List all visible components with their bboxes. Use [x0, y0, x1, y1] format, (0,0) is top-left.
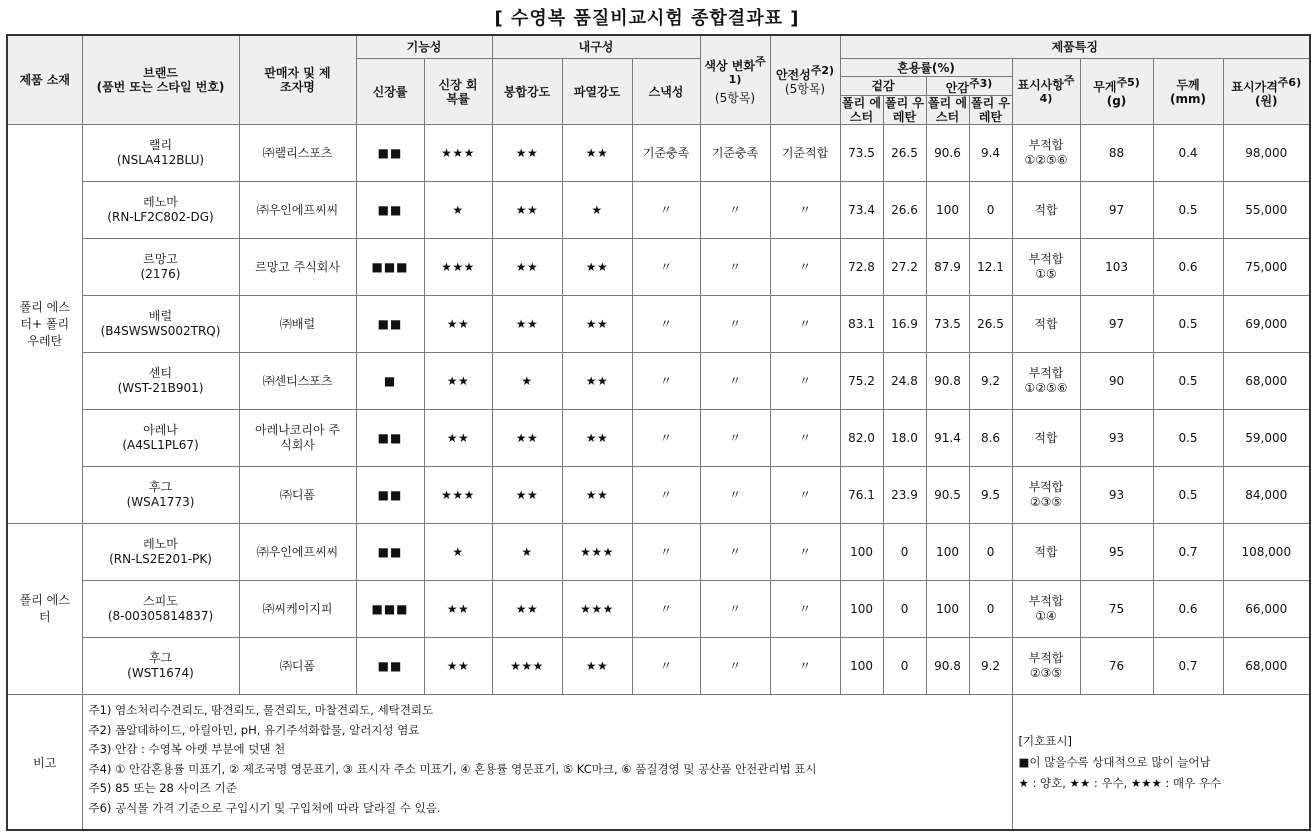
cell-color: 〃: [700, 467, 770, 524]
remark-note: 주2) 폼알데하이드, 아릴아민, pH, 유기주석화합물, 알러지성 염료: [88, 722, 420, 737]
header-thickness: 두께 (mm): [1153, 59, 1223, 125]
header-stretch: 신장률: [356, 59, 424, 125]
cell-o-pu: 0: [883, 581, 926, 638]
header-outer: 겉감: [840, 77, 926, 96]
cell-l-pu: 0: [969, 524, 1012, 581]
cell-label: [1012, 524, 1080, 581]
cell-stretch: ■■: [356, 296, 424, 353]
cell-l-pu: 9.2: [969, 353, 1012, 410]
cell-stretch: ■■: [356, 524, 424, 581]
brand-code: (RN-LF2C802-DG): [107, 210, 214, 224]
cell-weight: 76: [1080, 638, 1153, 695]
label-result: 적합: [1034, 202, 1058, 217]
remark-note: 주4) ① 안감혼용률 미표기, ② 제조국명 영문표기, ③ 표시자 주소 미표기, ④ 혼용률 영문표기, ⑤ KC마크, ⑥ 품질경영 및 공산품 안전관리법 표시: [88, 761, 817, 776]
cell-l-pu: 9.5: [969, 467, 1012, 524]
cell-color: 〃: [700, 353, 770, 410]
cell-burst: ★★: [562, 638, 632, 695]
cell-l-pe: 90.5: [926, 467, 969, 524]
header-outer-polyester: 폴리 에스터: [840, 96, 883, 125]
cell-safety: 〃: [770, 353, 840, 410]
header-label: 표시사항$^{주4)}$: [1012, 59, 1080, 125]
cell-recovery: ★★: [424, 353, 492, 410]
cell-price: 59,000: [1223, 410, 1310, 467]
brand-name: 레노마: [143, 195, 178, 209]
cell-l-pu: 9.2: [969, 638, 1012, 695]
cell-seam: ★★: [492, 125, 562, 182]
cell-color: 〃: [700, 182, 770, 239]
label-issues: ①⑤: [1035, 267, 1057, 281]
label-issues: ①②⑤⑥: [1024, 381, 1068, 395]
cell-thick: 0.7: [1153, 638, 1223, 695]
cell-recovery: ★: [424, 182, 492, 239]
header-lining-polyurethane: 폴리 우레탄: [969, 96, 1012, 125]
cell-seam: ★★: [492, 239, 562, 296]
cell-snag: 〃: [632, 182, 700, 239]
cell-seam: ★★: [492, 467, 562, 524]
cell-l-pu: 12.1: [969, 239, 1012, 296]
cell-seam: ★: [492, 353, 562, 410]
cell-recovery: ★★: [424, 296, 492, 353]
results-table: [6, 34, 1311, 831]
cell-l-pe: 87.9: [926, 239, 969, 296]
label-issues: ②③⑤: [1029, 495, 1063, 509]
cell-brand: [82, 467, 239, 524]
cell-o-pu: 18.0: [883, 410, 926, 467]
cell-color: 기준충족: [700, 125, 770, 182]
cell-safety: 〃: [770, 581, 840, 638]
cell-stretch: ■: [356, 353, 424, 410]
cell-o-pe: 82.0: [840, 410, 883, 467]
cell-recovery: ★: [424, 524, 492, 581]
brand-code: (NSLA412BLU): [116, 153, 205, 167]
cell-l-pu: 8.6: [969, 410, 1012, 467]
cell-seller: ㈜랠리스포츠: [239, 125, 356, 182]
label-issues: ②③⑤: [1029, 666, 1063, 680]
cell-o-pu: 27.2: [883, 239, 926, 296]
cell-o-pu: 0: [883, 638, 926, 695]
brand-code: (8-00305814837): [107, 609, 214, 623]
cell-price: 75,000: [1223, 239, 1310, 296]
cell-burst: ★★: [562, 467, 632, 524]
cell-stretch: ■■: [356, 638, 424, 695]
cell-l-pu: 26.5: [969, 296, 1012, 353]
brand-name: 배럴: [148, 309, 173, 323]
cell-color: 〃: [700, 296, 770, 353]
cell-price: 55,000: [1223, 182, 1310, 239]
cell-label: [1012, 125, 1080, 182]
cell-seller: ㈜디폼: [239, 638, 356, 695]
header-brand: 브랜드 (품번 또는 스타일 번호): [82, 35, 239, 125]
cell-safety: 〃: [770, 524, 840, 581]
cell-brand: [82, 524, 239, 581]
cell-brand: [82, 125, 239, 182]
cell-recovery: ★★★: [424, 239, 492, 296]
cell-stretch: ■■■: [356, 581, 424, 638]
cell-weight: 75: [1080, 581, 1153, 638]
remark-note: 주1) 염소처리수견뢰도, 땀견뢰도, 물견뢰도, 마찰견뢰도, 세탁견뢰도: [88, 703, 434, 717]
brand-name: 레노마: [143, 537, 178, 551]
cell-price: 98,000: [1223, 125, 1310, 182]
cell-seam: ★★★: [492, 638, 562, 695]
cell-o-pe: 73.5: [840, 125, 883, 182]
remarks-notes: [82, 695, 1012, 831]
cell-safety: 〃: [770, 638, 840, 695]
label-result: 부적합: [1028, 138, 1064, 152]
cell-seam: ★★: [492, 296, 562, 353]
cell-l-pe: 73.5: [926, 296, 969, 353]
cell-recovery: ★★★: [424, 125, 492, 182]
legend-stars: ★ : 양호, ★★ : 우수, ★★★ : 매우 우수: [1018, 775, 1222, 790]
material-group-cell: 폴리 에스터: [7, 524, 82, 695]
cell-label: [1012, 296, 1080, 353]
cell-burst: ★: [562, 182, 632, 239]
cell-l-pu: 0: [969, 581, 1012, 638]
cell-thick: 0.4: [1153, 125, 1223, 182]
cell-l-pe: 91.4: [926, 410, 969, 467]
header-lining: 안감$^{주3)}$: [926, 77, 1012, 96]
label-result: 부적합: [1028, 594, 1064, 608]
cell-seller: ㈜씨케이지피: [239, 581, 356, 638]
cell-seller: ㈜우인에프씨씨: [239, 524, 356, 581]
table-row: [7, 125, 1310, 182]
brand-name: 랠리: [148, 138, 173, 152]
label-issues: ①④: [1035, 609, 1057, 623]
table-row: [7, 410, 1310, 467]
cell-thick: 0.7: [1153, 524, 1223, 581]
cell-seam: ★★: [492, 581, 562, 638]
cell-seller: 아레나코리아 주식회사: [239, 410, 356, 467]
remark-note: 주6) 공식몰 가격 기준으로 구입시기 및 구입처에 따라 달라질 수 있음.: [88, 800, 441, 815]
legend-box: [1012, 695, 1310, 831]
header-features: 제품특징: [840, 35, 1310, 59]
cell-snag: 〃: [632, 467, 700, 524]
table-body: [7, 125, 1310, 831]
cell-o-pu: 0: [883, 524, 926, 581]
cell-o-pu: 16.9: [883, 296, 926, 353]
cell-snag: 〃: [632, 410, 700, 467]
cell-label: [1012, 410, 1080, 467]
cell-stretch: ■■: [356, 125, 424, 182]
cell-burst: ★★★: [562, 524, 632, 581]
brand-name: 아레나: [143, 423, 178, 437]
cell-burst: ★★: [562, 353, 632, 410]
cell-color: 〃: [700, 410, 770, 467]
table-row: [7, 239, 1310, 296]
brand-code: (WST-21B901): [117, 381, 204, 395]
cell-snag: 〃: [632, 581, 700, 638]
page-title: [ 수영복 품질비교시험 종합결과표 ]: [494, 8, 800, 29]
cell-safety: 〃: [770, 296, 840, 353]
cell-price: 69,000: [1223, 296, 1310, 353]
cell-o-pe: 100: [840, 581, 883, 638]
material-group-cell: 폴리 에스터+ 폴리 우레탄: [7, 125, 82, 524]
cell-weight: 97: [1080, 296, 1153, 353]
brand-code: (A4SL1PL67): [122, 438, 199, 452]
cell-brand: [82, 638, 239, 695]
remark-note: 주3) 안감 : 수영복 아랫 부분에 덧댄 천: [88, 742, 286, 756]
cell-safety: 기준적합: [770, 125, 840, 182]
header-seam: 봉합강도: [492, 59, 562, 125]
cell-burst: ★★: [562, 125, 632, 182]
cell-l-pe: 90.6: [926, 125, 969, 182]
cell-price: 108,000: [1223, 524, 1310, 581]
cell-snag: 〃: [632, 524, 700, 581]
cell-brand: [82, 410, 239, 467]
cell-label: [1012, 467, 1080, 524]
header-blend: 혼용률(%): [840, 59, 1012, 77]
cell-weight: 97: [1080, 182, 1153, 239]
cell-thick: 0.6: [1153, 239, 1223, 296]
cell-color: 〃: [700, 239, 770, 296]
cell-o-pe: 100: [840, 638, 883, 695]
brand-name: 후그: [148, 651, 173, 665]
brand-code: (2176): [140, 267, 181, 281]
cell-o-pu: 24.8: [883, 353, 926, 410]
label-issues: ①②⑤⑥: [1024, 153, 1068, 167]
cell-l-pe: 100: [926, 581, 969, 638]
cell-snag: 〃: [632, 638, 700, 695]
cell-label: [1012, 638, 1080, 695]
cell-burst: ★★: [562, 239, 632, 296]
legend-square: ■이 많을수록 상대적으로 많이 늘어남: [1018, 754, 1211, 769]
cell-price: 68,000: [1223, 353, 1310, 410]
cell-l-pe: 90.8: [926, 353, 969, 410]
brand-name: 스피도: [143, 594, 178, 608]
header-snag: 스낵성: [632, 59, 700, 125]
label-result: 적합: [1034, 544, 1058, 559]
header-seller: 판매자 및 제조자명: [239, 35, 356, 125]
cell-snag: 〃: [632, 353, 700, 410]
legend-title: [기호표시]: [1018, 733, 1072, 748]
cell-o-pu: 23.9: [883, 467, 926, 524]
cell-label: [1012, 182, 1080, 239]
label-result: 적합: [1034, 316, 1058, 331]
label-result: 부적합: [1028, 651, 1064, 665]
cell-price: 66,000: [1223, 581, 1310, 638]
remarks-row: [7, 695, 1310, 831]
header-color-change: 색상 변화$^{주1)}$ (5항목): [700, 35, 770, 125]
cell-o-pu: 26.5: [883, 125, 926, 182]
cell-stretch: ■■: [356, 410, 424, 467]
cell-o-pe: 73.4: [840, 182, 883, 239]
cell-color: 〃: [700, 524, 770, 581]
table-row: [7, 581, 1310, 638]
table-row: [7, 182, 1310, 239]
cell-snag: 〃: [632, 239, 700, 296]
brand-name: 센티: [148, 366, 173, 380]
cell-o-pe: 75.2: [840, 353, 883, 410]
cell-o-pu: 26.6: [883, 182, 926, 239]
brand-code: (RN-LS2E201-PK): [109, 552, 212, 566]
cell-o-pe: 100: [840, 524, 883, 581]
header-lining-polyester: 폴리 에스터: [926, 96, 969, 125]
cell-safety: 〃: [770, 410, 840, 467]
cell-stretch: ■■■: [356, 239, 424, 296]
cell-safety: 〃: [770, 239, 840, 296]
cell-o-pe: 83.1: [840, 296, 883, 353]
cell-thick: 0.5: [1153, 410, 1223, 467]
table-row: [7, 638, 1310, 695]
header-weight: 무게$^{주5)}$ (g): [1080, 59, 1153, 125]
cell-brand: [82, 239, 239, 296]
cell-snag: 기준충족: [632, 125, 700, 182]
cell-stretch: ■■: [356, 467, 424, 524]
cell-burst: ★★: [562, 296, 632, 353]
cell-burst: ★★: [562, 410, 632, 467]
cell-price: 68,000: [1223, 638, 1310, 695]
brand-name: 르망고: [143, 252, 178, 266]
cell-recovery: ★★: [424, 410, 492, 467]
cell-thick: 0.5: [1153, 296, 1223, 353]
cell-color: 〃: [700, 581, 770, 638]
cell-o-pe: 76.1: [840, 467, 883, 524]
cell-recovery: ★★: [424, 581, 492, 638]
cell-weight: 93: [1080, 467, 1153, 524]
header-material: 제품 소재: [7, 35, 82, 125]
cell-seam: ★: [492, 524, 562, 581]
cell-recovery: ★★: [424, 638, 492, 695]
label-result: 부적합: [1028, 480, 1064, 494]
table-row: [7, 467, 1310, 524]
cell-burst: ★★★: [562, 581, 632, 638]
cell-stretch: ■■: [356, 182, 424, 239]
cell-brand: [82, 581, 239, 638]
cell-weight: 88: [1080, 125, 1153, 182]
label-result: 적합: [1034, 430, 1058, 445]
cell-weight: 103: [1080, 239, 1153, 296]
cell-weight: 90: [1080, 353, 1153, 410]
cell-seam: ★★: [492, 182, 562, 239]
cell-o-pe: 72.8: [840, 239, 883, 296]
label-result: 부적합: [1028, 366, 1064, 380]
remark-note: 주5) 85 또는 28 사이즈 기준: [88, 781, 237, 795]
cell-label: [1012, 353, 1080, 410]
cell-color: 〃: [700, 638, 770, 695]
cell-snag: 〃: [632, 296, 700, 353]
cell-seller: ㈜우인에프씨씨: [239, 182, 356, 239]
cell-l-pe: 100: [926, 182, 969, 239]
cell-l-pe: 100: [926, 524, 969, 581]
cell-label: [1012, 239, 1080, 296]
header-recovery: 신장 회복률: [424, 59, 492, 125]
cell-thick: 0.5: [1153, 467, 1223, 524]
cell-thick: 0.5: [1153, 182, 1223, 239]
table-row: [7, 524, 1310, 581]
cell-seller: ㈜디폼: [239, 467, 356, 524]
header-safety: 안전성$^{주2)}$ (5항목): [770, 35, 840, 125]
label-result: 부적합: [1028, 252, 1064, 266]
cell-price: 84,000: [1223, 467, 1310, 524]
table-row: [7, 353, 1310, 410]
cell-safety: 〃: [770, 182, 840, 239]
cell-l-pu: 9.4: [969, 125, 1012, 182]
header-outer-polyurethane: 폴리 우레탄: [883, 96, 926, 125]
header-function: 기능성: [356, 35, 492, 59]
cell-brand: [82, 182, 239, 239]
cell-thick: 0.6: [1153, 581, 1223, 638]
header-burst: 파열강도: [562, 59, 632, 125]
cell-seller: 르망고 주식회사: [239, 239, 356, 296]
cell-seam: ★★: [492, 410, 562, 467]
cell-recovery: ★★★: [424, 467, 492, 524]
cell-thick: 0.5: [1153, 353, 1223, 410]
brand-name: 후그: [148, 480, 173, 494]
cell-seller: ㈜센티스포츠: [239, 353, 356, 410]
brand-code: (WSA1773): [126, 495, 195, 509]
cell-brand: [82, 296, 239, 353]
header-price: 표시가격$^{주6)}$ (원): [1223, 59, 1310, 125]
brand-code: (B4SWSWS002TRQ): [100, 324, 221, 338]
cell-safety: 〃: [770, 467, 840, 524]
cell-label: [1012, 581, 1080, 638]
cell-brand: [82, 353, 239, 410]
cell-weight: 95: [1080, 524, 1153, 581]
header-durability: 내구성: [492, 35, 700, 59]
cell-l-pu: 0: [969, 182, 1012, 239]
brand-code: (WST1674): [127, 666, 194, 680]
cell-seller: ㈜배럴: [239, 296, 356, 353]
cell-l-pe: 90.8: [926, 638, 969, 695]
remarks-label: 비고: [7, 695, 82, 831]
cell-weight: 93: [1080, 410, 1153, 467]
table-row: [7, 296, 1310, 353]
